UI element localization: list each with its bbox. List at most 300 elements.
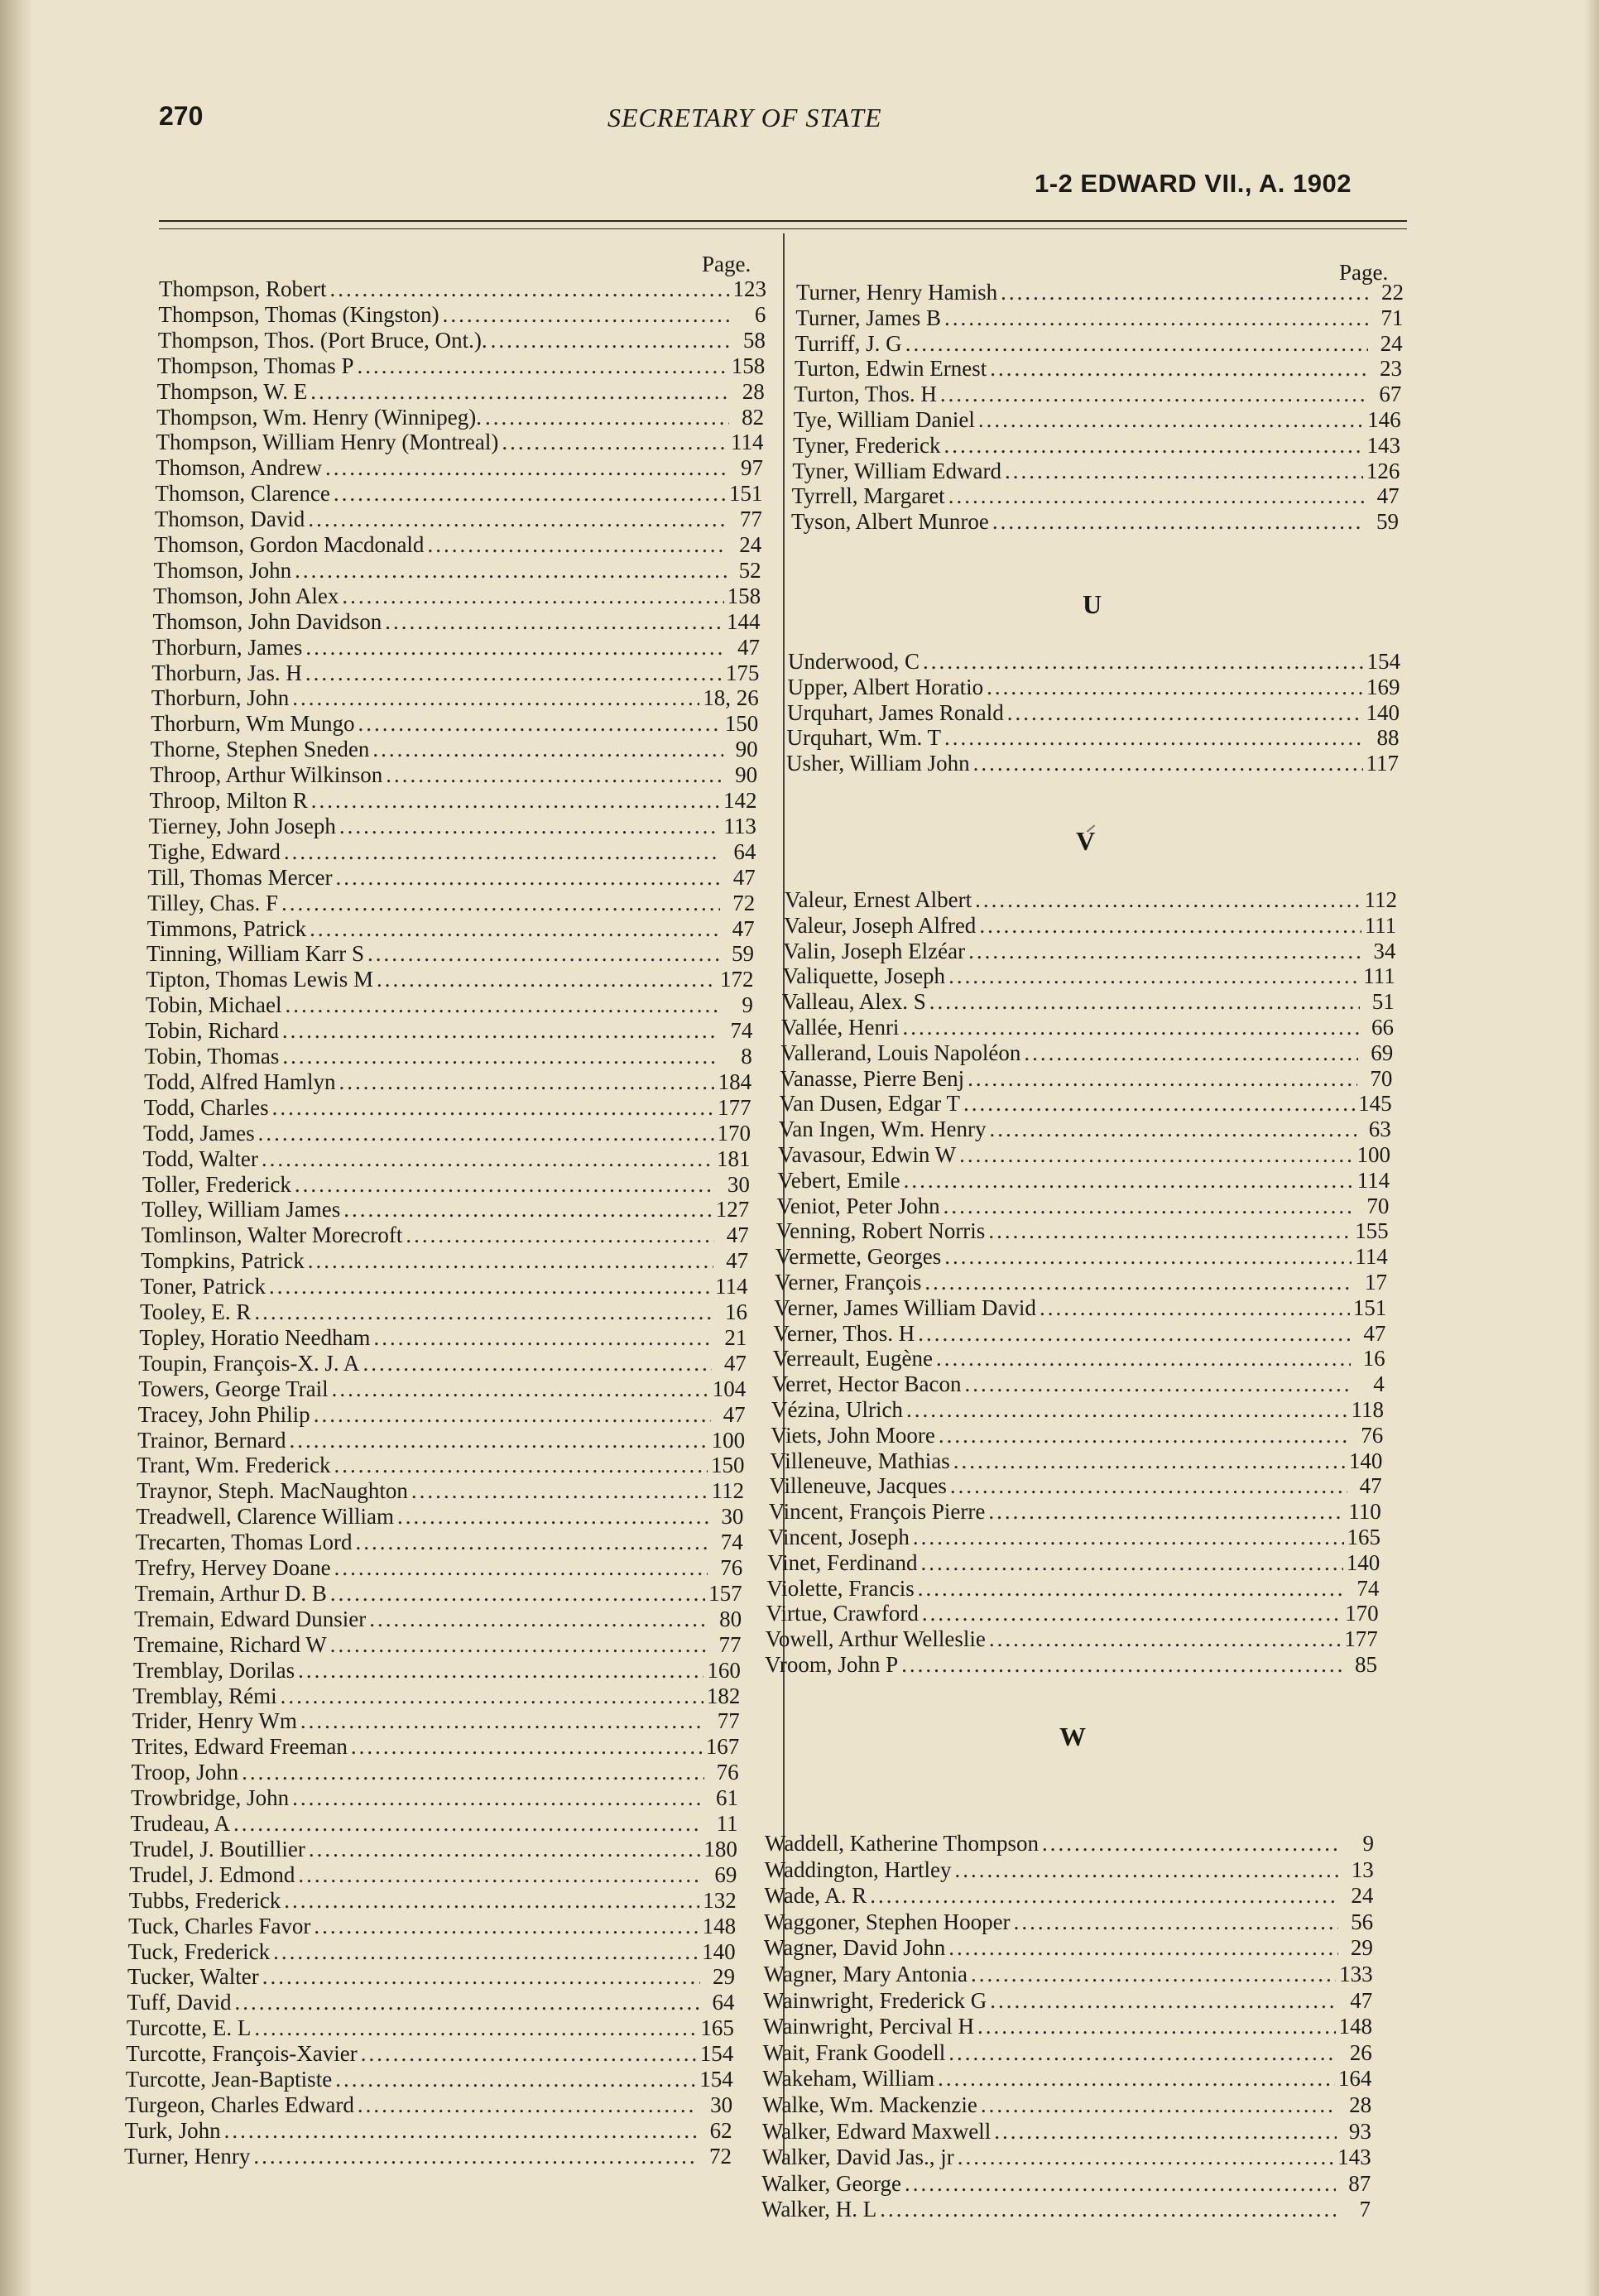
dot-leader	[988, 1218, 1352, 1243]
index-entry	[145, 1044, 752, 1069]
entry-page-number: 69	[1371, 1040, 1394, 1065]
dot-leader	[386, 762, 723, 787]
entry-page-number: 133	[1339, 1962, 1373, 1986]
entry-page-number: 154	[699, 2067, 733, 2092]
index-entry	[151, 685, 759, 710]
entry-name: Waddington, Hartley	[764, 1856, 952, 1882]
dot-leader	[406, 1222, 713, 1247]
index-entry	[151, 711, 758, 736]
dot-leader	[981, 2092, 1337, 2117]
dot-leader	[385, 609, 723, 634]
dot-leader	[905, 2171, 1336, 2196]
entry-name: Wagner, David John	[763, 1935, 946, 1961]
dot-leader	[269, 1274, 712, 1299]
index-entry	[787, 725, 1400, 750]
entry-name: Turk, John	[124, 2117, 221, 2143]
entry-name: Wainwright, Percival H	[763, 2014, 975, 2039]
dot-leader	[411, 1478, 708, 1503]
entry-page-number: 47	[732, 915, 755, 941]
dot-leader	[968, 1066, 1357, 1091]
entry-name: Walker, Edward Maxwell	[761, 2118, 992, 2144]
dot-leader	[1001, 280, 1369, 305]
entry-name: Verner, François	[775, 1270, 922, 1295]
index-entry	[795, 331, 1403, 356]
entry-page-number: 182	[706, 1683, 741, 1708]
page-column-label-right: Page.	[1339, 260, 1389, 285]
index-entry	[784, 913, 1396, 938]
dot-leader	[334, 1555, 708, 1580]
dot-leader	[330, 1632, 707, 1657]
entry-name: Usher, William John	[786, 751, 970, 776]
dot-leader	[369, 1607, 707, 1631]
entry-name: Thomson, John Davidson	[152, 608, 382, 634]
index-entry	[761, 2197, 1371, 2222]
page-number: 270	[159, 101, 204, 131]
index-entry	[157, 379, 765, 404]
dot-leader	[314, 1402, 711, 1427]
entry-page-number: 30	[710, 2092, 733, 2117]
entry-name: Tyner, Frederick	[793, 432, 941, 458]
entry-name: Turriff, J. G	[795, 330, 902, 356]
entry-page-number: 144	[727, 608, 761, 634]
entry-name: Tipton, Thomas Lewis M	[146, 967, 373, 992]
entry-name: Treadwell, Clarence William	[136, 1504, 394, 1530]
index-entry	[134, 1607, 742, 1631]
entry-page-number: 30	[727, 1171, 750, 1197]
index-entry	[772, 1371, 1385, 1396]
index-entry	[768, 1525, 1381, 1549]
entry-name: Walker, H. L	[761, 2197, 877, 2222]
entry-name: Wagner, Mary Antonia	[763, 1962, 968, 1986]
dot-leader	[978, 407, 1364, 432]
entry-page-number: 113	[723, 813, 756, 838]
entry-name: Urquhart, Wm. T	[786, 725, 941, 751]
index-entry	[131, 1785, 738, 1810]
entry-page-number: 97	[740, 455, 763, 481]
entry-page-number: 117	[1366, 751, 1399, 776]
entry-page-number: 145	[1358, 1091, 1392, 1117]
index-entry	[135, 1581, 742, 1606]
dot-leader	[427, 532, 727, 557]
entry-name: Tremblay, Rémi	[132, 1683, 277, 1708]
dot-leader	[292, 1785, 703, 1810]
dot-leader	[242, 1760, 703, 1784]
dot-leader	[971, 1962, 1336, 1986]
entry-name: Turner, James B	[795, 305, 941, 330]
index-entry	[148, 865, 756, 890]
entry-name: Tooley, E. R	[139, 1299, 252, 1324]
entry-page-number: 66	[1371, 1015, 1394, 1040]
dot-leader	[954, 1857, 1338, 1882]
dot-leader	[281, 891, 720, 915]
entry-page-number: 126	[1366, 458, 1400, 483]
entry-name: Trowbridge, John	[131, 1785, 290, 1811]
entry-name: Thorburn, James	[151, 634, 303, 660]
dot-leader	[936, 1346, 1351, 1371]
entry-page-number: 140	[702, 1938, 736, 1964]
entry-page-number: 69	[714, 1861, 737, 1887]
dot-leader	[940, 382, 1366, 406]
entry-name: Walke, Wm. Mackenzie	[762, 2092, 977, 2117]
entry-name: Turcotte, Jean-Baptiste	[125, 2067, 333, 2092]
index-entry	[127, 1990, 734, 2015]
dot-leader	[330, 1581, 705, 1606]
dot-leader	[281, 1684, 703, 1708]
index-entry	[792, 483, 1400, 508]
dot-leader	[990, 356, 1367, 381]
entry-page-number: 76	[716, 1760, 739, 1785]
dot-leader	[290, 1428, 708, 1453]
entry-name: Tucker, Walter	[127, 1964, 259, 1990]
entry-page-number: 21	[724, 1324, 747, 1350]
entry-page-number: 17	[1365, 1270, 1387, 1295]
entry-page-number: 148	[702, 1913, 737, 1938]
entry-name: Todd, Charles	[143, 1094, 269, 1120]
entry-page-number: 148	[1338, 2014, 1372, 2039]
entry-page-number: 85	[1355, 1652, 1377, 1677]
dot-leader	[944, 1194, 1355, 1218]
dot-leader	[1005, 459, 1363, 483]
dot-leader	[298, 1862, 702, 1887]
dot-leader	[979, 913, 1361, 938]
index-entry	[764, 1909, 1373, 1934]
entry-page-number: 72	[732, 890, 756, 915]
entry-name: Vroom, John P	[765, 1652, 899, 1677]
dot-leader	[367, 941, 719, 966]
entry-page-number: 77	[718, 1631, 742, 1657]
dot-leader	[282, 1018, 718, 1043]
entry-page-number: 51	[1371, 989, 1395, 1015]
index-entry	[766, 1626, 1378, 1651]
index-entry	[146, 941, 754, 966]
dot-leader	[987, 675, 1363, 699]
entry-page-number: 30	[721, 1504, 744, 1530]
index-entry	[765, 1831, 1374, 1856]
index-entry	[783, 939, 1395, 963]
index-entry	[157, 353, 765, 378]
entry-page-number: 169	[1366, 674, 1400, 699]
dot-leader	[254, 2015, 697, 2040]
dot-leader	[253, 2144, 697, 2169]
dot-leader	[292, 685, 699, 710]
index-entry	[142, 1146, 750, 1171]
entry-name: Thompson, Robert	[159, 276, 327, 301]
index-entry	[154, 558, 761, 583]
dot-leader	[284, 1888, 699, 1913]
entry-page-number: 64	[712, 1990, 735, 2015]
dot-leader	[948, 1935, 1338, 1960]
index-entry	[778, 1142, 1390, 1167]
entry-name: Thompson, W. E	[156, 378, 308, 404]
entry-name: Walker, David Jas., jr	[761, 2145, 954, 2170]
index-entry	[762, 2119, 1371, 2144]
entry-name: Thompson, Thomas (Kingston)	[158, 301, 439, 327]
index-entry	[771, 1397, 1384, 1422]
entry-name: Wakeham, William	[762, 2066, 935, 2092]
page-gutter-shadow	[0, 0, 33, 2296]
index-entry	[775, 1270, 1387, 1295]
index-entry	[144, 1095, 751, 1120]
dot-leader	[880, 2197, 1336, 2222]
dot-leader	[308, 507, 727, 531]
index-entry	[133, 1658, 741, 1683]
dot-leader	[944, 305, 1368, 330]
entry-page-number: 4	[1373, 1371, 1385, 1397]
index-entry	[146, 967, 753, 992]
entry-page-number: 74	[730, 1018, 753, 1044]
index-entry	[773, 1321, 1385, 1346]
index-entry	[148, 839, 756, 864]
index-entry	[140, 1299, 747, 1324]
index-entry	[125, 2092, 732, 2117]
index-entry	[128, 1939, 736, 1964]
entry-page-number: 114	[715, 1274, 748, 1299]
entry-name: Tyson, Albert Munroe	[791, 509, 989, 535]
entry-page-number: 175	[725, 660, 760, 685]
entry-name: Throop, Milton R	[149, 788, 308, 813]
entry-page-number: 47	[723, 1350, 747, 1376]
index-entry	[150, 762, 757, 787]
entry-name: Verreault, Eugène	[772, 1346, 933, 1371]
index-entry	[780, 1040, 1393, 1065]
entry-name: Tinning, William Karr S	[146, 941, 364, 967]
entry-name: Thomson, John	[153, 557, 292, 583]
dot-leader	[339, 814, 720, 838]
entry-page-number: 7	[1359, 2197, 1371, 2222]
index-entry	[765, 1857, 1374, 1882]
entry-name: Underwood, C	[788, 649, 920, 674]
page-column-label-left: Page.	[702, 252, 751, 276]
entry-page-number: 143	[1337, 2145, 1371, 2170]
entry-page-number: 167	[705, 1734, 740, 1760]
index-entry	[794, 382, 1401, 406]
dot-leader	[330, 276, 730, 301]
entry-name: Valiquette, Joseph	[782, 963, 946, 989]
index-entry	[765, 1652, 1377, 1677]
entry-page-number: 87	[1348, 2170, 1371, 2196]
index-entry	[132, 1760, 739, 1784]
entry-name: Walker, George	[761, 2170, 901, 2196]
index-entry	[791, 509, 1399, 534]
index-entry	[127, 1964, 735, 1989]
entry-page-number: 112	[711, 1478, 744, 1504]
entry-name: Trefry, Hervey Doane	[135, 1555, 331, 1580]
dot-leader	[904, 1168, 1354, 1193]
index-entry	[144, 1069, 751, 1094]
dot-leader	[1040, 1295, 1350, 1320]
index-entry	[776, 1218, 1389, 1243]
dot-leader	[311, 788, 720, 813]
index-entry	[763, 1988, 1372, 2013]
entry-page-number: 181	[716, 1146, 751, 1171]
index-entry	[766, 1576, 1379, 1601]
dot-leader	[358, 711, 721, 736]
entry-name: Tye, William Daniel	[793, 407, 975, 432]
entry-name: Verret, Hector Bacon	[771, 1371, 962, 1397]
entry-page-number: 155	[1355, 1218, 1389, 1244]
index-entry	[132, 1684, 740, 1708]
dot-leader	[948, 2040, 1337, 2065]
index-entry	[142, 1172, 750, 1197]
index-entry	[764, 1935, 1373, 1960]
entry-page-number: 160	[707, 1657, 741, 1683]
index-entry	[771, 1423, 1383, 1448]
entry-page-number: 28	[742, 378, 765, 404]
entry-name: Trant, Wm. Frederick	[137, 1453, 331, 1478]
dot-leader	[305, 660, 723, 685]
dot-leader	[950, 1473, 1347, 1498]
entry-page-number: 63	[1368, 1117, 1391, 1142]
index-entry	[770, 1473, 1382, 1498]
index-entry	[149, 788, 756, 813]
index-entry	[147, 916, 755, 941]
index-entry	[773, 1346, 1385, 1371]
entry-name: Vebert, Emile	[777, 1167, 900, 1193]
section-letter-w: W	[1059, 1722, 1086, 1751]
index-entry	[156, 405, 764, 430]
dot-leader	[343, 1197, 713, 1222]
index-entry	[774, 1295, 1386, 1320]
entry-name: Villeneuve, Jacques	[769, 1473, 947, 1499]
index-entry	[137, 1453, 745, 1477]
dot-leader	[397, 1504, 708, 1529]
entry-name: Tyrrell, Margaret	[791, 483, 945, 509]
dot-leader	[922, 1601, 1342, 1626]
entry-name: Vanasse, Pierre Benj	[780, 1065, 965, 1091]
dot-leader	[901, 1652, 1342, 1677]
entry-page-number: 114	[731, 430, 764, 455]
entry-name: Thorne, Stephen Sneden	[150, 737, 370, 762]
entry-name: Trudeau, A	[130, 1811, 230, 1836]
dot-leader	[234, 1990, 699, 2015]
index-entry	[134, 1632, 742, 1657]
entry-name: Vallerand, Louis Napoléon	[780, 1040, 1021, 1065]
index-entry	[126, 2067, 733, 2092]
dot-leader	[989, 1117, 1356, 1141]
index-entry	[126, 2041, 733, 2066]
index-entry	[794, 407, 1401, 432]
entry-name: Tuck, Charles Favor	[128, 1913, 311, 1938]
index-entry	[764, 1962, 1373, 1986]
entry-page-number: 140	[1366, 699, 1400, 725]
entry-page-number: 165	[700, 2015, 734, 2041]
entry-page-number: 142	[723, 788, 757, 813]
entry-name: Tremaine, Richard W	[133, 1631, 327, 1657]
entry-page-number: 114	[1355, 1244, 1388, 1270]
entry-name: Tremain, Edward Dunsier	[134, 1606, 367, 1631]
dot-leader	[944, 725, 1365, 750]
index-entry	[132, 1734, 739, 1759]
entry-name: Vavasour, Edwin W	[778, 1142, 957, 1167]
index-entry	[763, 2040, 1372, 2065]
entry-name: Thomson, Gordon Macdonald	[154, 532, 425, 557]
entry-page-number: 47	[1376, 483, 1400, 509]
index-entry	[130, 1837, 737, 1861]
dot-leader	[990, 1988, 1337, 2013]
entry-page-number: 180	[703, 1836, 737, 1861]
index-entry	[761, 2171, 1371, 2196]
entry-name: Tobin, Richard	[145, 1018, 279, 1044]
index-entry	[142, 1197, 749, 1222]
dot-leader	[325, 455, 728, 480]
entry-page-number: 127	[715, 1197, 750, 1222]
entry-name: Valleau, Alex. S	[781, 989, 926, 1015]
entry-page-number: 111	[1363, 963, 1395, 989]
dot-leader	[334, 481, 726, 506]
entry-page-number: 177	[1344, 1626, 1378, 1652]
entry-name: Vézina, Ulrich	[771, 1397, 903, 1422]
dot-leader	[1024, 1040, 1358, 1065]
entry-name: Tracey, John Philip	[137, 1401, 310, 1427]
dot-leader	[351, 1734, 703, 1759]
dot-leader	[948, 483, 1365, 508]
dot-leader	[358, 353, 728, 378]
entry-name: Valin, Joseph Elzéar	[783, 938, 966, 963]
entry-name: Trainor, Bernard	[137, 1427, 286, 1453]
entry-page-number: 77	[717, 1708, 740, 1734]
entry-name: Troop, John	[131, 1760, 239, 1785]
entry-page-number: 71	[1381, 305, 1404, 330]
dot-leader	[992, 509, 1364, 534]
entry-page-number: 90	[735, 762, 758, 788]
entry-name: Thompson, William Henry (Montreal)	[156, 430, 499, 455]
index-entry	[139, 1325, 747, 1350]
index-entry	[153, 584, 761, 608]
dot-leader	[938, 2066, 1335, 2091]
dot-leader	[336, 865, 721, 890]
dot-leader	[224, 2118, 698, 2143]
entry-name: Tighe, Edward	[148, 838, 281, 864]
section-letter-v: V	[1076, 826, 1096, 856]
index-entry	[158, 328, 766, 353]
index-entry	[146, 992, 753, 1017]
dot-leader	[258, 1121, 714, 1146]
dot-leader	[502, 430, 727, 454]
entry-page-number: 62	[709, 2117, 732, 2143]
entry-page-number: 59	[1376, 509, 1399, 535]
index-entry	[155, 507, 762, 531]
index-entry	[762, 2145, 1371, 2169]
entry-page-number: 16	[1362, 1346, 1385, 1371]
index-entry	[137, 1478, 744, 1503]
entry-name: Turgeon, Charles Edward	[125, 2092, 354, 2117]
dot-leader	[958, 2145, 1334, 2169]
index-entry	[153, 609, 761, 634]
entry-name: Verner, Thos. H	[773, 1320, 915, 1346]
index-entry	[783, 963, 1395, 988]
dot-leader	[254, 1299, 713, 1324]
entry-name: Thompson, Thomas P	[157, 353, 354, 378]
dot-leader	[305, 635, 725, 660]
entry-page-number: 151	[728, 481, 763, 507]
entry-page-number: 23	[1380, 356, 1402, 382]
dot-leader	[356, 1530, 708, 1554]
dot-leader	[1042, 1831, 1339, 1856]
entry-name: Waddell, Katherine Thompson	[765, 1831, 1040, 1856]
index-entry	[129, 1888, 737, 1913]
entry-page-number: 158	[727, 583, 761, 608]
index-entry	[128, 1914, 736, 1938]
entry-page-number: 132	[703, 1887, 737, 1913]
entry-name: Traynor, Steph. MacNaughton	[136, 1478, 408, 1504]
entry-name: Violette, Francis	[766, 1575, 915, 1601]
entry-page-number: 143	[1366, 432, 1400, 458]
entry-page-number: 70	[1370, 1065, 1393, 1091]
entry-name: Thomson, Clarence	[155, 481, 330, 507]
dot-leader	[977, 2014, 1335, 2039]
entry-name: Vallée, Henri	[781, 1015, 900, 1040]
index-entry	[139, 1351, 747, 1376]
